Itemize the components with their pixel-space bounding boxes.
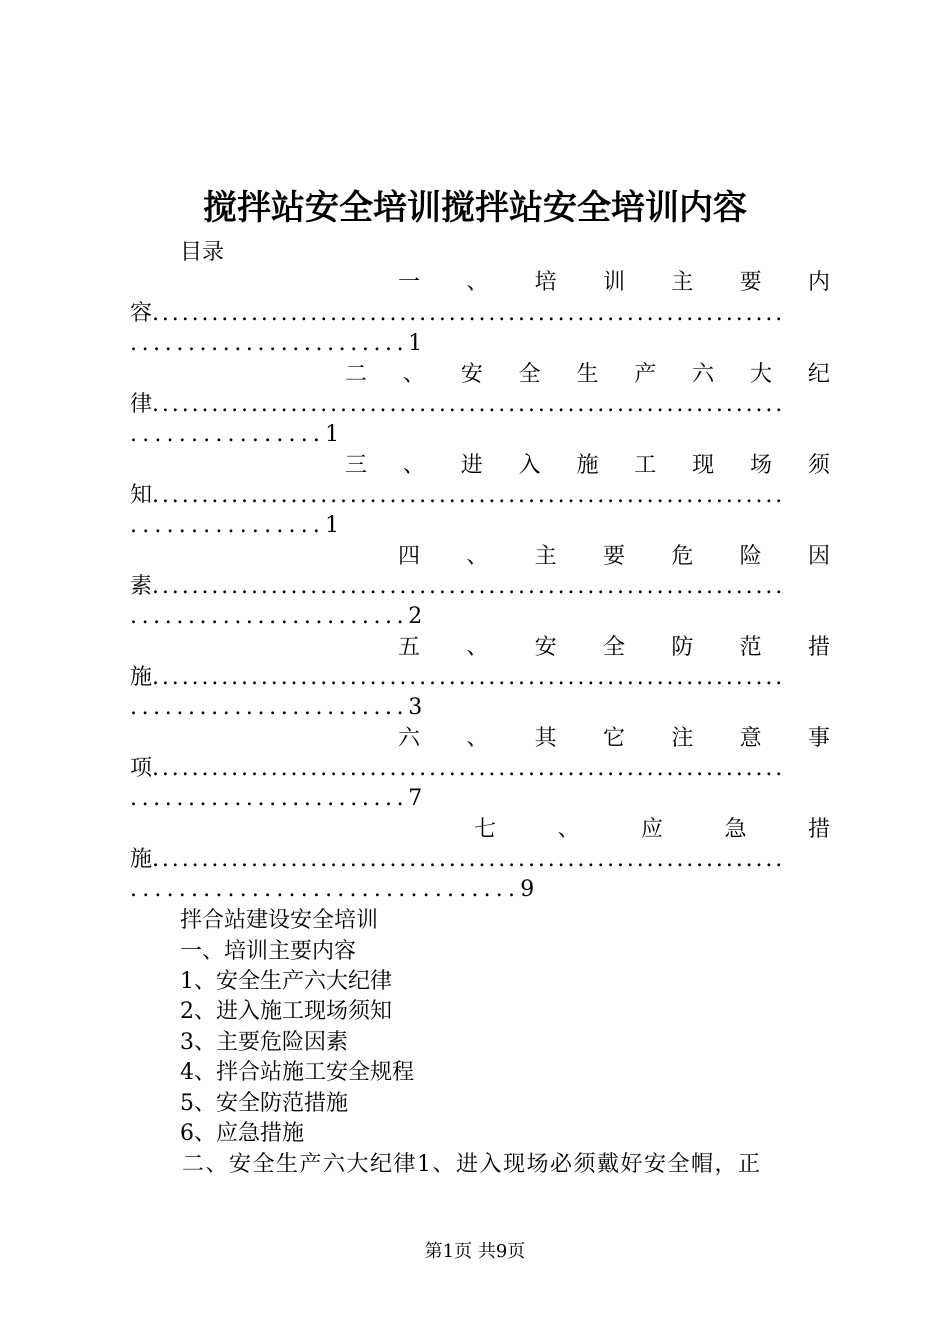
toc-char: 内 [807,270,830,295]
toc-char: 生 [576,362,599,387]
toc-char: 工 [634,453,657,478]
toc-char: 、 [402,362,425,387]
toc-entry-4-leader [130,572,830,602]
toc-char: 措 [807,635,830,660]
toc-entry-7-leader [130,845,830,875]
toc-label: 目录 [180,240,225,265]
toc-dots: ................................................................ [152,756,786,781]
toc-page-number: 7 [408,786,423,811]
toc-char: 场 [750,453,773,478]
toc-char: 安 [460,362,483,387]
toc-char: 培 [534,270,557,295]
toc-entry-5-leader [130,663,830,693]
toc-page-number: 2 [408,604,423,629]
toc-char: 安 [534,635,557,660]
toc-char: 大 [750,362,773,387]
toc-entry-1-page-line [130,329,422,359]
page-footer: 第1页 共9页 [424,1241,526,1262]
toc-dots: ........................ [130,695,409,720]
toc-entry-3-page-line [130,511,339,541]
toc-page-number: 9 [520,877,535,902]
toc-tail-char: 知 [130,483,153,508]
toc-char: 五 [398,635,421,660]
toc-entry-2-heading [345,360,830,390]
toc-dots: ................................................................ [152,847,786,872]
toc-char: 、 [466,270,489,295]
toc-char: 因 [807,544,830,569]
toc-entry-2-page-line [130,420,339,450]
toc-dots: ................................................................ [152,574,786,599]
toc-char: 、 [402,453,425,478]
toc-tail-char: 施 [130,665,153,690]
toc-char: 全 [518,362,541,387]
toc-dots: ................................................................ [152,392,786,417]
body-line: 2、进入施工现场须知 [180,999,392,1024]
body-line-last: 二、安全生产六大纪律1、进入现场必须戴好安全帽，正 [182,1152,762,1177]
toc-entry-2-leader [130,390,830,420]
toc-char: 七 [474,817,497,842]
toc-char: 主 [534,544,557,569]
toc-entry-3-heading [345,451,830,481]
toc-dots: ................................................................ [152,483,786,508]
toc-dots: ........................ [130,331,409,356]
toc-char: 主 [671,270,694,295]
toc-dots: ................ [130,513,326,538]
toc-dots: ................................ [130,877,521,902]
toc-char: 范 [739,635,762,660]
toc-char: 四 [398,544,421,569]
toc-char: 应 [640,817,663,842]
toc-dots: ................................................................ [152,665,786,690]
toc-dots: ................................................................ [152,301,786,326]
toc-char: 全 [602,635,625,660]
toc-char: 六 [398,726,421,751]
body-line: 1、安全生产六大纪律 [180,969,392,994]
toc-char: 事 [807,726,830,751]
body-line: 3、主要危险因素 [180,1030,348,1055]
toc-char: 防 [671,635,694,660]
toc-char: 要 [602,544,625,569]
toc-entry-6-heading [398,724,830,754]
toc-dots: ........................ [130,604,409,629]
body-line: 5、安全防范措施 [180,1091,348,1116]
toc-page-number: 1 [408,331,423,356]
toc-char: 、 [466,726,489,751]
toc-char: 意 [739,726,762,751]
toc-entry-4-heading [398,542,830,572]
toc-char: 、 [557,817,580,842]
toc-entry-1-leader [130,299,830,329]
toc-char: 险 [739,544,762,569]
toc-tail-char: 素 [130,574,153,599]
toc-tail-char: 容 [130,301,153,326]
toc-tail-char: 律 [130,392,153,417]
toc-char: 危 [671,544,694,569]
toc-entry-4-page-line [130,602,422,632]
body-line-section-title: 拌合站建设安全培训 [180,908,379,933]
toc-dots: ........................ [130,786,409,811]
toc-char: 三 [345,453,368,478]
toc-entry-7-heading [474,815,830,845]
toc-char: 急 [724,817,747,842]
body-line: 6、应急措施 [180,1121,304,1146]
toc-char: 一 [398,270,421,295]
body-line: 4、拌合站施工安全规程 [180,1060,414,1085]
toc-char: 现 [692,453,715,478]
toc-char: 六 [692,362,715,387]
toc-char: 纪 [807,362,830,387]
toc-dots: ................ [130,422,326,447]
toc-char: 施 [576,453,599,478]
toc-char: 入 [518,453,541,478]
toc-tail-char: 项 [130,756,153,781]
document-title: 搅拌站安全培训搅拌站安全培训内容 [203,188,747,228]
toc-entry-3-leader [130,481,830,511]
toc-char: 它 [602,726,625,751]
toc-entry-1-heading [398,268,830,298]
toc-char: 二 [345,362,368,387]
toc-entry-7-page-line [130,875,534,905]
toc-page-number: 1 [325,422,340,447]
toc-char: 注 [671,726,694,751]
body-line: 一、培训主要内容 [180,939,357,964]
toc-char: 其 [534,726,557,751]
toc-char: 、 [466,544,489,569]
toc-char: 须 [807,453,830,478]
toc-entry-6-leader [130,754,830,784]
toc-page-number: 1 [325,513,340,538]
toc-entry-6-page-line [130,784,422,814]
toc-tail-char: 施 [130,847,153,872]
toc-page-number: 3 [408,695,423,720]
toc-char: 措 [807,817,830,842]
toc-char: 产 [634,362,657,387]
toc-char: 要 [739,270,762,295]
toc-char: 、 [466,635,489,660]
toc-entry-5-page-line [130,693,422,723]
toc-char: 训 [602,270,625,295]
toc-char: 进 [460,453,483,478]
toc-entry-5-heading [398,633,830,663]
